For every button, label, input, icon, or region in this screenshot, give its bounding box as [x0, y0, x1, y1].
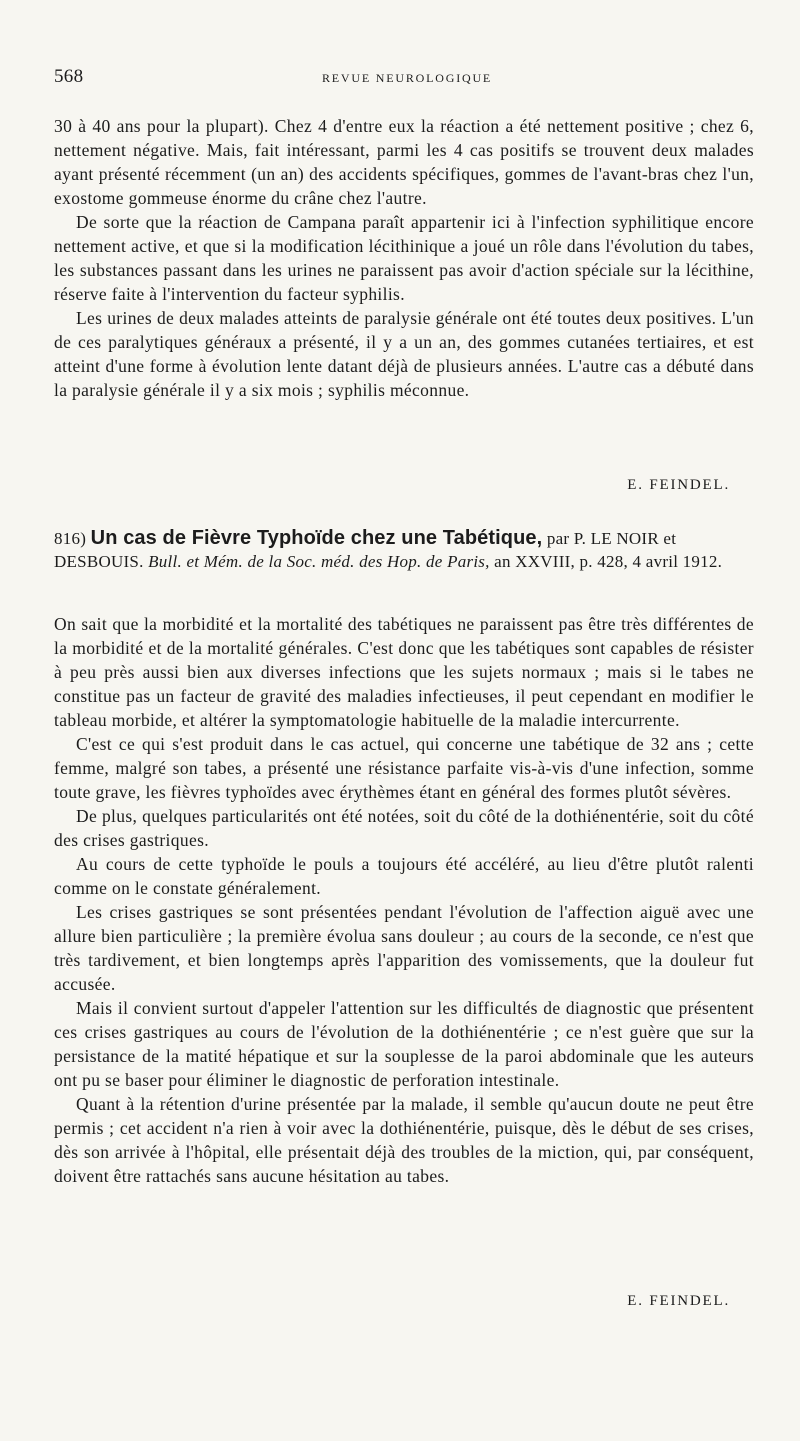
paragraph: De plus, quelques particularités ont été notées, soit du côté de la dothiénentérie, soit du côté des crises gastriques. [54, 806, 754, 850]
article-title: Un cas de Fièvre Typhoïde chez une Tabétique, [90, 527, 543, 549]
paragraph: Mais il convient surtout d'appeler l'attention sur les difficultés de diagnostic que présentent ces crises gastriques au cours de l'évolution de la dothiénentérie ; ce n'est guère que sur la persistance de la matité hépatique et sur la souplesse de la paroi abdominale que les auteurs ont pu se baser pour éliminer le diagnostic de perforation intestinale. [54, 998, 754, 1090]
paragraph: Au cours de cette typhoïde le pouls a toujours été accéléré, au lieu d'être plutôt ralenti comme on le constate généralement. [54, 854, 754, 898]
paragraph: On sait que la morbidité et la mortalité des tabétiques ne paraissent pas être très différentes de la morbidité et de la mortalité générales. C'est donc que les tabétiques sont capables de résister à peu près aussi bien aux diverses infections que les sujets normaux ; mais si le tabes ne constitue pas un facteur de gravité des maladies infectieuses, il peut cependant en modifier le tableau morbide, et altérer la symptomatologie habituelle de la maladie intercurrente. [54, 614, 754, 730]
article-source: Bull. et Mém. de la Soc. méd. des Hop. de Paris, [148, 552, 490, 571]
paragraph: De sorte que la réaction de Campana paraît appartenir ici à l'infection syphilitique encore nettement active, et que si la modification lécithinique a joué un rôle dans l'évolution du tabes, les substances passant dans les urines ne paraissent pas avoir d'action spéciale sur la lécithine, réserve faite à l'intervention du facteur syphilis. [54, 212, 754, 304]
paragraph: C'est ce qui s'est produit dans le cas actuel, qui concerne une tabétique de 32 ans ; cette femme, malgré son tabes, a présenté une résistance parfaite vis-à-vis d'une infection, somme toute grave, les fièvres typhoïdes avec érythèmes étant en général des formes plutôt sévères. [54, 734, 754, 802]
paragraph: Quant à la rétention d'urine présentée par la malade, il semble qu'aucun doute ne peut être permis ; cet accident n'a rien à voir avec la dothiénentérie, puisque, dès le début de ses crises, dès son arrivée à l'hôpital, elle présentait déjà des troubles de la miction, qui, par conséquent, doivent être rattachés sans aucune hésitation au tabes. [54, 1094, 754, 1186]
article-details: an XXVIII, p. 428, 4 avril 1912. [494, 552, 723, 571]
page-header [54, 66, 754, 90]
paragraph: Les urines de deux malades atteints de paralysie générale ont été toutes deux positives. L'un de ces paralytiques généraux a présenté, il y a un an, des gommes cutanées tertiaires, et est atteint d'une forme à évolution lente datant déjà de plusieurs années. L'autre cas a débuté dans la paralysie générale il y a six mois ; syphilis méconnue. [54, 308, 754, 400]
paragraph: 30 à 40 ans pour la plupart). Chez 4 d'entre eux la réaction a été nettement positive ; chez 6, nettement négative. Mais, fait intéressant, parmi les 4 cas positifs se trouvent deux malades ayant présenté récemment (un an) des accidents spécifiques, gommes de l'avant-bras chez l'un, exostome gommeuse énorme du crâne chez l'autre. [54, 116, 754, 208]
running-head: REVUE NEUROLOGIQUE [322, 71, 493, 85]
article-heading [54, 527, 754, 573]
article-body [54, 612, 754, 1188]
author-signature: E. FEINDEL. [627, 477, 730, 493]
paragraph: Les crises gastriques se sont présentées pendant l'évolution de l'affection aiguë avec une allure bien particulière ; la première évolua sans douleur ; au cours de la seconde, ce n'est que très tardivement, et bien longtemps après l'apparition des vomissements, que la douleur fut accusée. [54, 902, 754, 994]
previous-article-continuation [54, 114, 754, 402]
article-authors: P. LE NOIR et DESBOUIS. [54, 529, 677, 571]
article-by: par [546, 529, 570, 548]
article-number: 816) [54, 529, 87, 548]
author-signature: E. FEINDEL. [627, 1293, 730, 1309]
page-number: 568 [54, 66, 84, 87]
